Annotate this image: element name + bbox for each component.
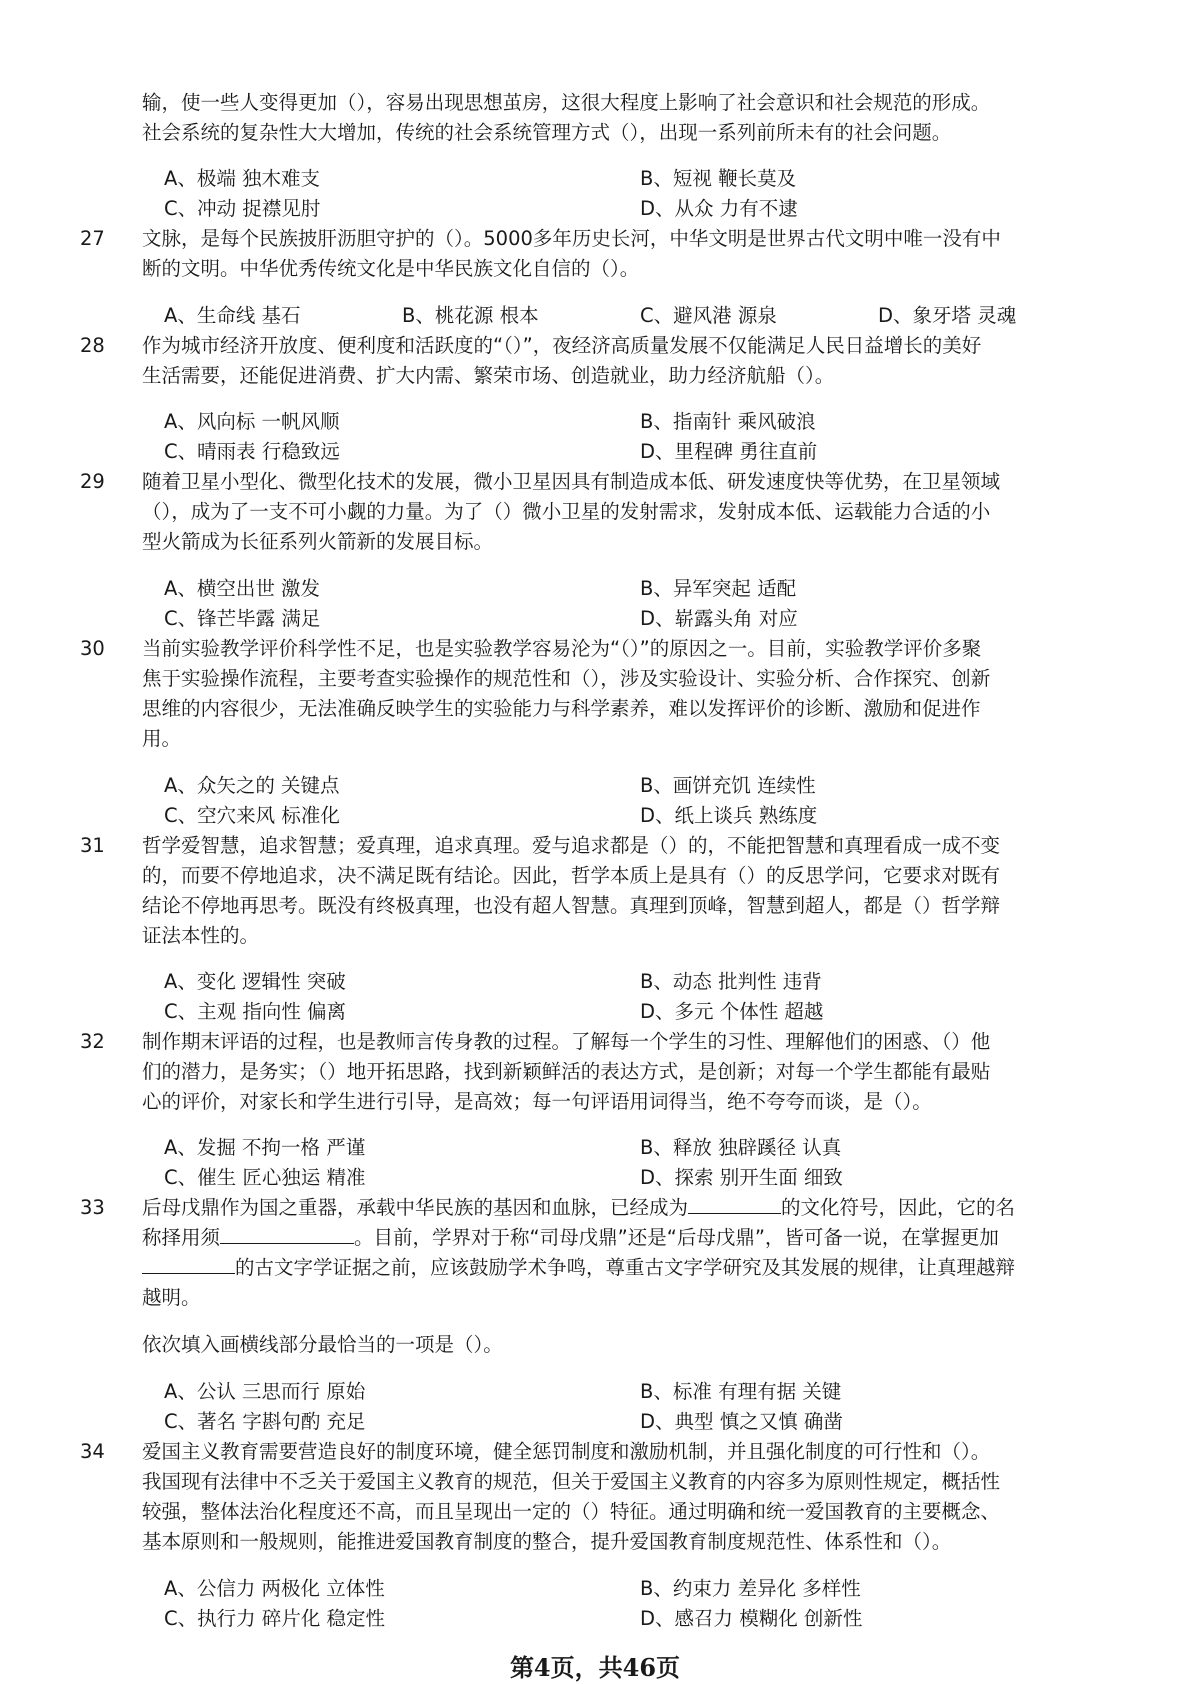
question-text-line: 型火箭成为长征系列火箭新的发展目标。 (142, 530, 494, 553)
option-b: B、桃花源 根本 (402, 304, 539, 327)
option-d: D、典型 慎之又慎 确凿 (640, 1410, 843, 1433)
question-prompt: 依次填入画横线部分最恰当的一项是（）。 (142, 1333, 503, 1356)
option-d: D、从众 力有不逮 (640, 197, 798, 220)
question-text-line: 思维的内容很少，无法准确反映学生的实验能力与科学素养，难以发挥评价的诊断、激励和促进作 (142, 697, 981, 720)
question-text-line (142, 1223, 999, 1253)
question-number: 33 (80, 1196, 105, 1219)
question-text-line: 随着卫星小型化、微型化技术的发展，微小卫星因具有制造成本低、研发速度快等优势，在卫星领域 (142, 470, 1001, 493)
question-text-line: 作为城市经济开放度、便利度和活跃度的“（）”，夜经济高质量发展不仅能满足人民日益增长的美好 (142, 334, 982, 357)
question-text-line: 制作期末评语的过程，也是教师言传身教的过程。了解每一个学生的习性、理解他们的困惑、（）他 (142, 1030, 991, 1053)
text-segment: 的古文字学证据之前，应该鼓励学术争鸣，尊重古文字学研究及其发展的规律，让真理越辩 (235, 1256, 1016, 1279)
option-b: B、动态 批判性 违背 (640, 970, 822, 993)
question-text-line: 较强，整体法治化程度还不高，而且呈现出一定的（）特征。通过明确和统一爱国教育的主要概念、 (142, 1500, 1001, 1523)
question-text-line (142, 1253, 1015, 1283)
text-segment: 。目前，学界对于称“司母戊鼎”还是“后母戊鼎”，皆可备一说，在掌握更加 (354, 1226, 999, 1249)
question-text-line: 焦于实验操作流程，主要考查实验操作的规范性和（），涉及实验设计、实验分析、合作探究、创新 (142, 667, 991, 690)
text-segment: 的文化符号，因此，它的名 (781, 1196, 1016, 1219)
option-b: B、标准 有理有据 关键 (640, 1380, 842, 1403)
option-a: A、极端 独木难支 (164, 167, 321, 190)
question-number: 32 (80, 1030, 105, 1053)
question-text-line: 社会系统的复杂性大大增加，传统的社会系统管理方式（），出现一系列前所未有的社会问题。 (142, 121, 952, 144)
option-c: C、空穴来风 标准化 (164, 804, 340, 827)
question-text-line: 们的潜力，是务实；（）地开拓思路，找到新颖鲜活的表达方式，是创新；对每一个学生都能有最贴 (142, 1060, 991, 1083)
option-d: D、崭露头角 对应 (640, 607, 798, 630)
option-b: B、画饼充饥 连续性 (640, 774, 816, 797)
option-c: C、避风港 源泉 (640, 304, 777, 327)
option-b: B、约束力 差异化 多样性 (640, 1577, 861, 1600)
option-c: C、催生 匠心独运 精准 (164, 1166, 366, 1189)
question-number: 31 (80, 834, 105, 857)
answer-blank (142, 1255, 235, 1274)
question-text-line: 我国现有法律中不乏关于爱国主义教育的规范，但关于爱国主义教育的内容多为原则性规定，概括性 (142, 1470, 1001, 1493)
question-number: 27 (80, 227, 105, 250)
question-text-line: 用。 (142, 727, 182, 750)
option-c: C、晴雨表 行稳致远 (164, 440, 340, 463)
question-text-line: 证法本性的。 (142, 924, 260, 947)
option-d: D、象牙塔 灵魂 (878, 304, 1017, 327)
text-segment: 后母戊鼎作为国之重器，承载中华民族的基因和血脉，已经成为 (142, 1196, 689, 1219)
text-segment: 称择用须 (142, 1226, 221, 1249)
option-c: C、著名 字斟句酌 充足 (164, 1410, 366, 1433)
option-d: D、感召力 模糊化 创新性 (640, 1607, 863, 1630)
option-d: D、里程碑 勇往直前 (640, 440, 818, 463)
question-number: 29 (80, 470, 105, 493)
option-a: A、发掘 不拘一格 严谨 (164, 1136, 366, 1159)
option-a: A、公信力 两极化 立体性 (164, 1577, 385, 1600)
option-b: B、指南针 乘风破浪 (640, 410, 816, 433)
question-text-line: 哲学爱智慧，追求智慧；爱真理，追求真理。爱与追求都是（）的，不能把智慧和真理看成一成不变 (142, 834, 1001, 857)
option-c: C、执行力 碎片化 稳定性 (164, 1607, 386, 1630)
question-text-line: 输，使一些人变得更加（），容易出现思想茧房，这很大程度上影响了社会意识和社会规范的形成。 (142, 91, 991, 114)
option-d: D、多元 个体性 超越 (640, 1000, 824, 1023)
option-c: C、冲动 捉襟见肘 (164, 197, 321, 220)
question-number: 34 (80, 1440, 105, 1463)
question-text-line: 当前实验教学评价科学性不足，也是实验教学容易沦为“（）”的原因之一。目前，实验教学评价多聚 (142, 637, 982, 660)
option-a: A、生命线 基石 (164, 304, 301, 327)
option-d: D、纸上谈兵 熟练度 (640, 804, 818, 827)
question-text-line: 结论不停地再思考。既没有终极真理，也没有超人智慧。真理到顶峰，智慧到超人，都是（）哲学辩 (142, 894, 1001, 917)
question-text-line: （），成为了一支不可小觑的力量。为了（）微小卫星的发射需求，发射成本低、运载能力合适的小 (142, 500, 991, 523)
option-b: B、短视 鞭长莫及 (640, 167, 797, 190)
option-a: A、风向标 一帆风顺 (164, 410, 340, 433)
option-a: A、公认 三思而行 原始 (164, 1380, 366, 1403)
question-text-line: 越明。 (142, 1286, 201, 1309)
option-c: C、主观 指向性 偏离 (164, 1000, 347, 1023)
question-text-line: 心的评价，对家长和学生进行引导，是高效；每一句评语用词得当，绝不夸夸而谈，是（）。 (142, 1090, 932, 1113)
question-text-line: 文脉，是每个民族披肝沥胆守护的（）。5000多年历史长河，中华文明是世界古代文明中唯一没有中 (142, 227, 1001, 250)
question-text-line: 的，而要不停地追求，决不满足既有结论。因此，哲学本质上是具有（）的反思学问，它要求对既有 (142, 864, 1001, 887)
answer-blank (220, 1225, 354, 1244)
question-text-line: 基本原则和一般规则，能推进爱国教育制度的整合，提升爱国教育制度规范性、体系性和（）。 (142, 1530, 952, 1553)
answer-blank (688, 1195, 781, 1214)
option-a: A、变化 逻辑性 突破 (164, 970, 346, 993)
question-text-line: 生活需要，还能促进消费、扩大内需、繁荣市场、创造就业，助力经济航船（）。 (142, 364, 835, 387)
option-b: B、异军突起 适配 (640, 577, 797, 600)
question-text-line: 断的文明。中华优秀传统文化是中华民族文化自信的（）。 (142, 257, 640, 280)
question-text-line (142, 1193, 1015, 1223)
option-a: A、横空出世 激发 (164, 577, 321, 600)
question-number: 28 (80, 334, 105, 357)
question-text-line: 爱国主义教育需要营造良好的制度环境，健全惩罚制度和激励机制，并且强化制度的可行性和（）。 (142, 1440, 991, 1463)
option-c: C、锋芒毕露 满足 (164, 607, 321, 630)
option-b: B、释放 独辟蹊径 认真 (640, 1136, 842, 1159)
option-a: A、众矢之的 关键点 (164, 774, 340, 797)
question-number: 30 (80, 637, 105, 660)
option-d: D、探索 别开生面 细致 (640, 1166, 843, 1189)
page-footer: 第4页，共46页 (509, 1653, 681, 1682)
